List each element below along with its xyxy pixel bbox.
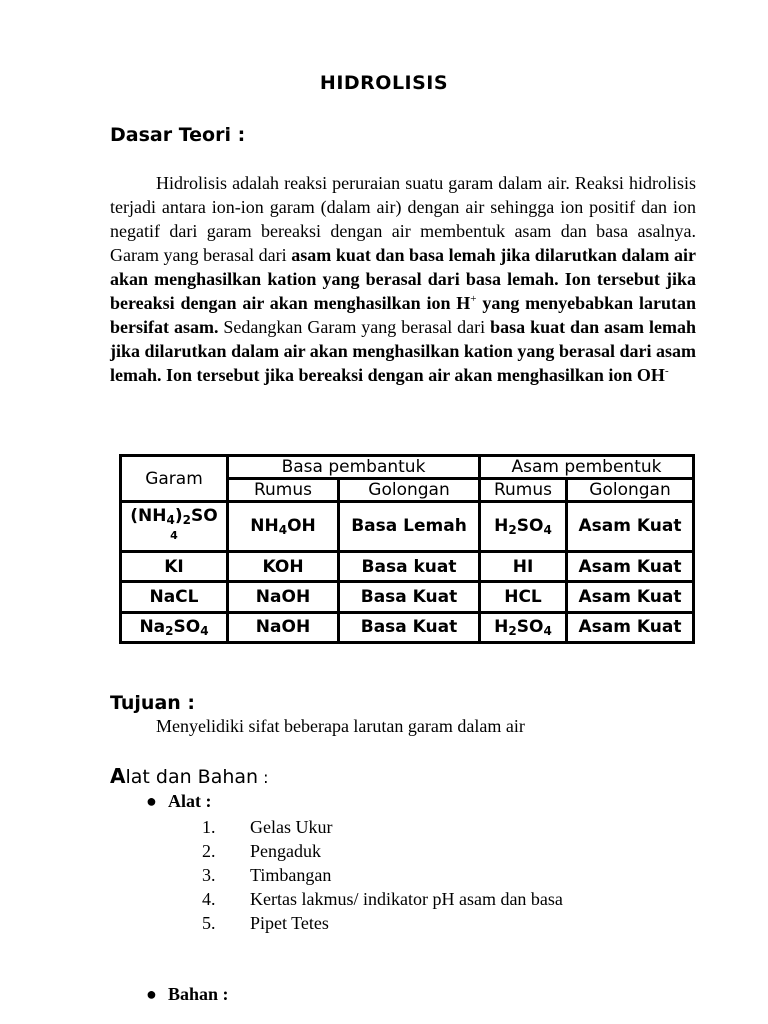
list-item: 1. Gelas Ukur xyxy=(202,817,333,837)
bullet-icon: ● xyxy=(146,984,157,1004)
cell-asam-golongan: Asam Kuat xyxy=(567,582,694,612)
table-row xyxy=(121,612,694,642)
alat-bahan-heading: Alat dan Bahan : xyxy=(110,764,269,788)
oh-minus-sup: - xyxy=(664,365,669,377)
para-bold-1: asam kuat dan basa lemah jika dilarutkan dalam air akan menghasilkan kation yang berasal dari basa lemah. Ion tersebut jika bereaksi dengan air akan menghasilkan ion H xyxy=(110,245,696,313)
cell-garam: $Na_2SO_4$ xyxy=(121,612,228,642)
list-item: 4. Kertas lakmus/ indikator pH asam dan basa xyxy=(202,889,563,909)
para-bold-2: yang menyebabkan larutan bersifat asam. xyxy=(110,293,696,337)
alat-label: Alat : xyxy=(168,791,212,811)
list-item: 2. Pengaduk xyxy=(202,841,321,861)
alat-bullet xyxy=(146,791,212,812)
bullet-icon: ● xyxy=(146,791,157,811)
col-garam-header: Garam xyxy=(121,456,228,502)
bahan-bullet xyxy=(146,984,229,1005)
dasar-teori-heading: Dasar Teori : xyxy=(110,124,246,146)
dasar-teori-paragraph xyxy=(110,171,696,387)
table-row xyxy=(121,502,694,552)
cell-basa-golongan: Basa Kuat xyxy=(339,612,480,642)
list-item: 5. Pipet Tetes xyxy=(202,913,329,933)
sub-golongan-asam: Golongan xyxy=(567,479,694,502)
cell-asam-rumus: HI xyxy=(480,551,567,581)
h-plus-sup: + xyxy=(470,293,477,305)
cell-basa-golongan: Basa Kuat xyxy=(339,582,480,612)
bahan-label: Bahan : xyxy=(168,984,229,1004)
cell-asam-rumus: $H_2SO_4$ xyxy=(480,612,567,642)
sub-rumus-basa: Rumus xyxy=(228,479,339,502)
sub-golongan-basa: Golongan xyxy=(339,479,480,502)
alat-list xyxy=(202,815,563,935)
col-asam-header: Asam pembentuk xyxy=(480,456,694,479)
cell-basa-rumus: KOH xyxy=(228,551,339,581)
cell-asam-golongan: Asam Kuat xyxy=(567,502,694,552)
cell-garam: KI xyxy=(121,551,228,581)
para-text-1: Hidrolisis adalah reaksi peruraian suatu garam dalam air. Reaksi hidrolisis terjadi antara ion-ion garam (dalam air) dengan air sehingga ion positif dan ion negatif dari garam bereaksi dengan air membentuk asam dan basa asalnya. Garam yang berasal dari xyxy=(110,173,696,265)
cell-asam-rumus: HCL xyxy=(480,582,567,612)
cell-asam-golongan: Asam Kuat xyxy=(567,551,694,581)
cell-basa-rumus: NaOH xyxy=(228,612,339,642)
para-text-2: Sedangkan Garam yang berasal dari xyxy=(218,317,491,337)
cell-basa-rumus: NaOH xyxy=(228,582,339,612)
sub-rumus-asam: Rumus xyxy=(480,479,567,502)
para-bold-3: basa kuat dan asam lemah jika dilarutkan dalam air akan menghasilkan kation yang berasal dari asam lemah. Ion tersebut jika bereaksi dengan air akan menghasilkan ion OH xyxy=(110,317,696,385)
col-basa-header: Basa pembantuk xyxy=(228,456,480,479)
page-title: HIDROLISIS xyxy=(319,72,449,94)
list-item: 3. Timbangan xyxy=(202,865,332,885)
cell-asam-rumus: $H_2SO_4$ xyxy=(480,502,567,552)
tujuan-heading: Tujuan : xyxy=(110,692,195,714)
cell-basa-golongan: Basa Lemah xyxy=(339,502,480,552)
cell-asam-golongan: Asam Kuat xyxy=(567,612,694,642)
cell-basa-rumus: $NH_4OH$ xyxy=(228,502,339,552)
tujuan-text: Menyelidiki sifat beberapa larutan garam dalam air xyxy=(156,716,525,736)
cell-basa-golongan: Basa kuat xyxy=(339,551,480,581)
garam-table xyxy=(119,454,695,644)
cell-garam: $(NH_4)_2SO$ 4 xyxy=(121,502,228,552)
table-row xyxy=(121,551,694,581)
table-row xyxy=(121,582,694,612)
cell-garam: NaCL xyxy=(121,582,228,612)
